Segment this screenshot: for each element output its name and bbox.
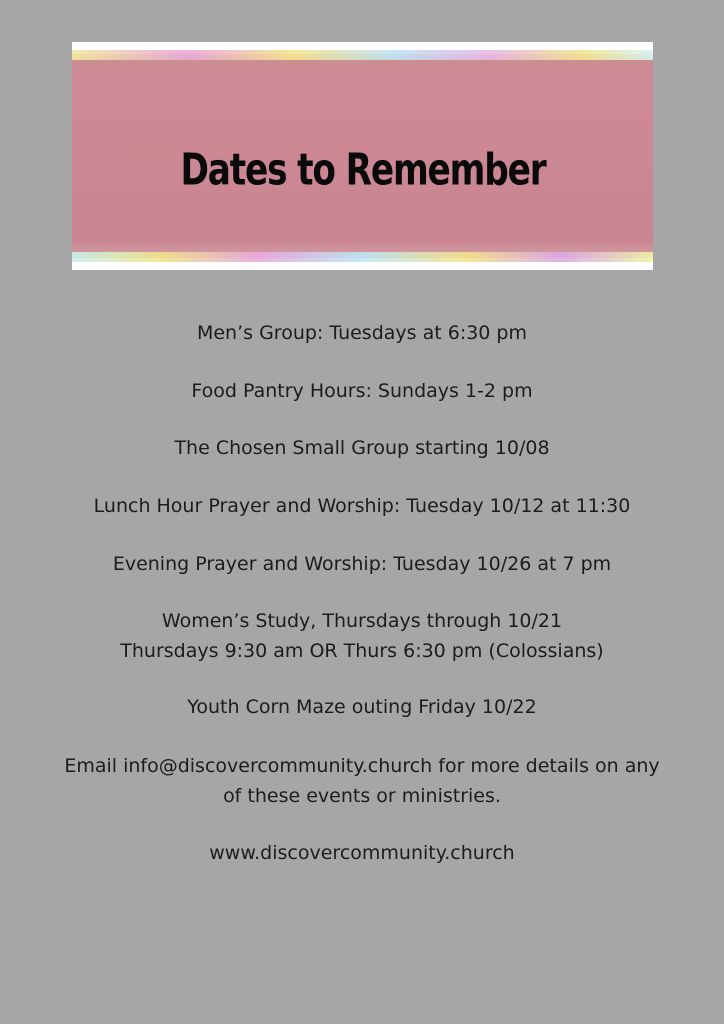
contact-details-line: of these events or ministries.	[223, 785, 501, 807]
page-title	[72, 145, 653, 196]
header-banner	[72, 42, 653, 270]
event-evening-prayer: Evening Prayer and Worship: Tuesday 10/26 at 7 pm	[112, 553, 612, 575]
event-womens-study: Women’s Study, Thursdays through 10/21	[161, 610, 563, 632]
event-chosen-small-group: The Chosen Small Group starting 10/08	[174, 437, 550, 459]
website-link[interactable]: www.discovercommunity.church	[209, 842, 515, 864]
event-womens-study-times: Thursdays 9:30 am OR Thurs 6:30 pm (Colossians)	[120, 640, 604, 662]
event-youth-corn-maze: Youth Corn Maze outing Friday 10/22	[187, 696, 537, 718]
event-mens-group: Men’s Group: Tuesdays at 6:30 pm	[196, 322, 528, 344]
contact-email-line: Email info@discovercommunity.church for more details on any	[64, 755, 660, 777]
event-lunch-prayer: Lunch Hour Prayer and Worship: Tuesday 10/12 at 11:30	[93, 495, 631, 517]
event-food-pantry: Food Pantry Hours: Sundays 1-2 pm	[191, 380, 533, 402]
page-title-text: Dates to Remember	[179, 144, 546, 196]
